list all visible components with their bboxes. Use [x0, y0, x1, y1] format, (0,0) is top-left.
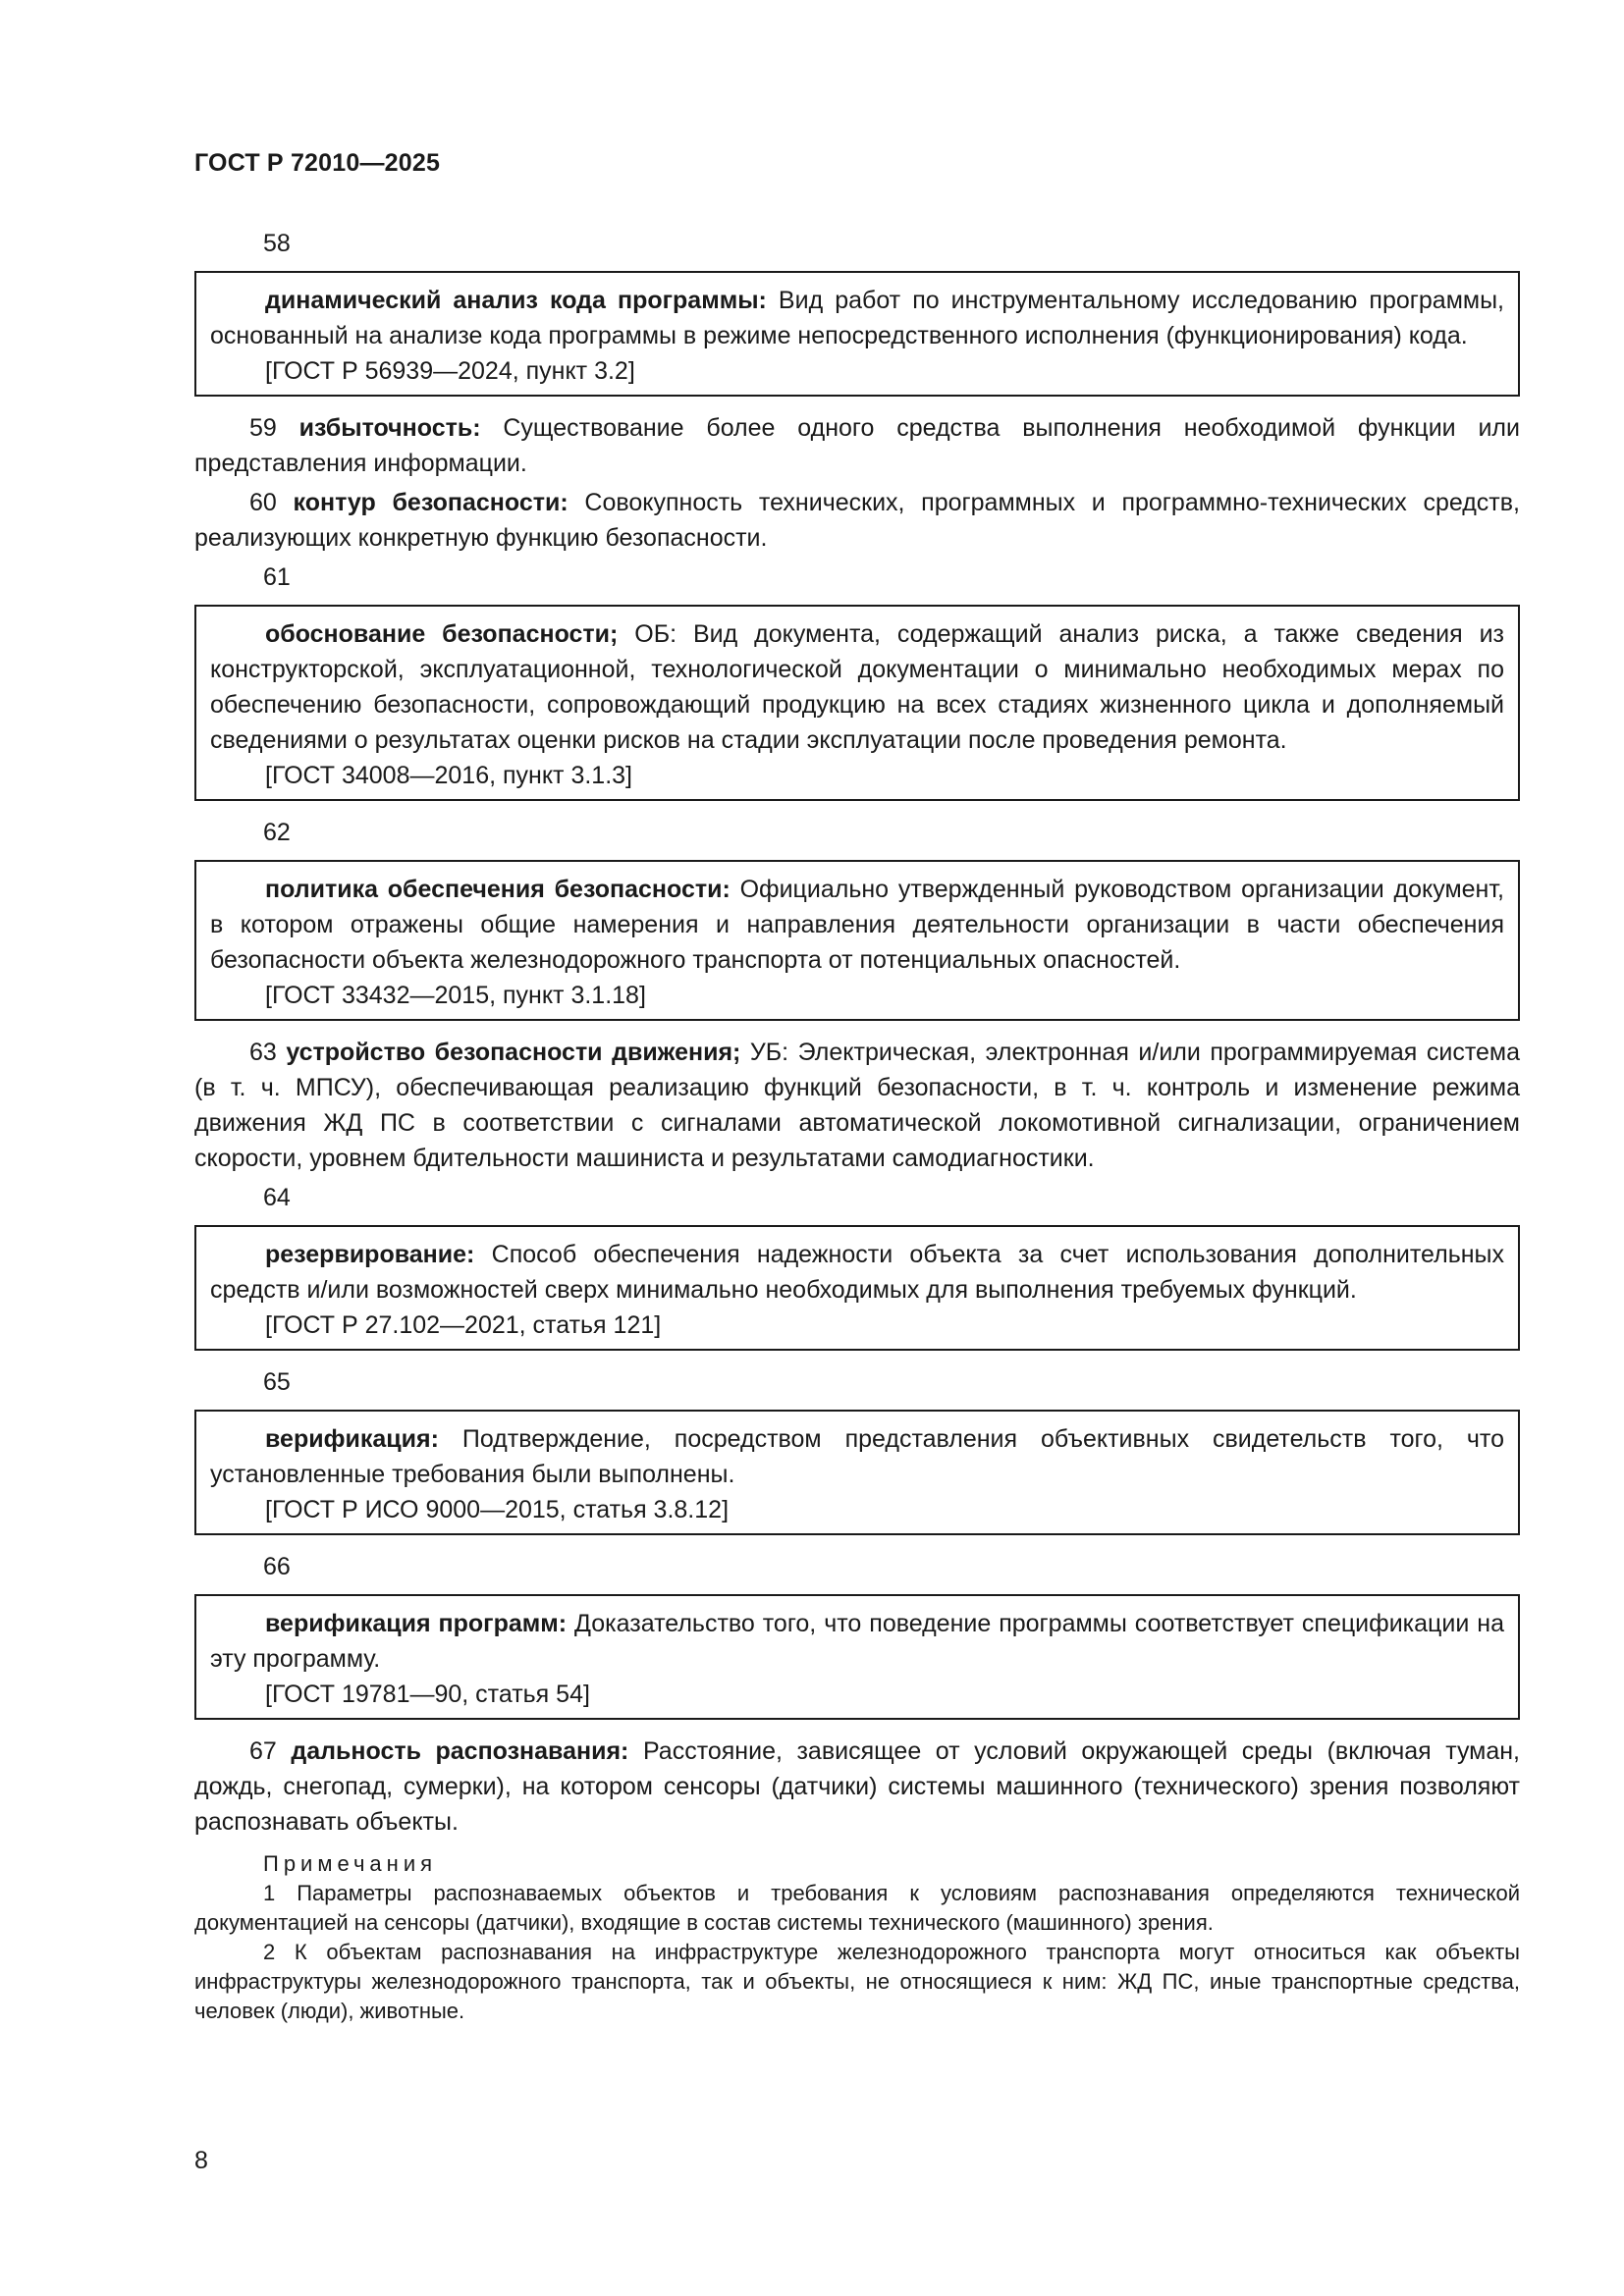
term-paragraph-60	[194, 485, 1520, 556]
term-name: политика обеспечения безопасности:	[265, 876, 731, 903]
term-name: дальность распознавания:	[291, 1737, 629, 1765]
term-text: Совокупность технических, программных и программно-технических средств, реализующих конкретную функцию безопасности.	[194, 489, 1520, 552]
term-reference: [ГОСТ 34008—2016, пункт 3.1.3]	[265, 762, 632, 789]
term-name: верификация программ:	[265, 1610, 568, 1637]
term-reference: [ГОСТ 33432—2015, пункт 3.1.18]	[265, 982, 646, 1009]
notes-title: Примечания	[263, 1851, 438, 1876]
term-number-64: 64	[263, 1184, 291, 1211]
term-number: 60	[249, 489, 294, 516]
terms-content	[194, 226, 1520, 2026]
term-text: УБ: Электрическая, электронная и/или программируемая система (в т. ч. МПСУ), обеспечивающая реализацию функций безопасности, в т. ч. контроль и изменение режима движения ЖД ПС в соответствии с сигналами автоматической локомотивной сигнализации, ограничением скорости, уровнем бдительности машиниста и результатами самодиагностики.	[194, 1039, 1520, 1172]
term-text: Существование более одного средства выполнения необходимой функции или представления информации.	[194, 414, 1520, 477]
term-name: контур безопасности:	[293, 489, 568, 516]
term-reference: [ГОСТ Р 56939—2024, пункт 3.2]	[265, 357, 635, 385]
term-number-58: 58	[263, 230, 291, 257]
notes-section	[194, 1849, 1520, 2026]
term-number-65: 65	[263, 1368, 291, 1396]
term-reference: [ГОСТ Р ИСО 9000—2015, статья 3.8.12]	[265, 1496, 730, 1523]
term-name: резервирование:	[265, 1241, 475, 1268]
term-number-66: 66	[263, 1553, 291, 1580]
page-number: 8	[194, 2147, 208, 2174]
document-header: ГОСТ Р 72010—2025	[194, 149, 441, 177]
term-paragraph-67	[194, 1734, 1520, 1840]
term-box-64	[194, 1225, 1520, 1351]
term-paragraph-59	[194, 410, 1520, 481]
term-definition-61	[210, 616, 1504, 758]
term-name: динамический анализ кода программы:	[265, 287, 767, 314]
term-number: 67	[249, 1737, 292, 1765]
term-reference: [ГОСТ Р 27.102—2021, статья 121]	[265, 1311, 662, 1339]
term-definition-64	[210, 1237, 1504, 1308]
term-text: Способ обеспечения надежности объекта за счет использования дополнительных средств и/или возможностей сверх минимально необходимых для выполнения требуемых функций.	[210, 1241, 1504, 1304]
term-name: избыточность:	[298, 414, 481, 442]
term-name: верификация:	[265, 1425, 439, 1453]
term-reference: [ГОСТ 19781—90, статья 54]	[265, 1681, 590, 1708]
term-text: Расстояние, зависящее от условий окружающей среды (включая туман, дождь, снегопад, сумерки), на котором сенсоры (датчики) системы машинного (технического) зрения позволяют распознавать объекты.	[194, 1737, 1521, 1836]
term-box-61	[194, 605, 1520, 801]
term-name: устройство безопасности движения;	[286, 1039, 741, 1066]
term-definition-66	[210, 1606, 1504, 1677]
note-1: 1 Параметры распознаваемых объектов и требования к условиям распознавания определяются технической документацией на сенсоры (датчики), входящие в состав системы технического (машинного) зрения.	[194, 1881, 1520, 1935]
term-text: ОБ: Вид документа, содержащий анализ риска, а также сведения из конструкторской, эксплуатационной, технологической документации о минимально необходимых мерах по обеспечению безопасности, сопровождающий продукцию на всех стадиях жизненного цикла и дополняемый сведениями о результатах оценки рисков на стадии эксплуатации после проведения ремонта.	[210, 620, 1504, 754]
term-text: Подтверждение, посредством представления объективных свидетельств того, что установленные требования были выполнены.	[210, 1425, 1504, 1488]
term-name: обоснование безопасности;	[265, 620, 619, 648]
term-box-66	[194, 1594, 1520, 1720]
term-definition-62	[210, 872, 1504, 978]
term-number-62: 62	[263, 819, 291, 846]
term-box-58	[194, 271, 1520, 397]
term-number-61: 61	[263, 563, 291, 591]
term-paragraph-63	[194, 1035, 1520, 1176]
term-definition-65	[210, 1421, 1504, 1492]
note-2: 2 К объектам распознавания на инфраструктуре железнодорожного транспорта могут относиться как объекты инфраструктуры железнодорожного транспорта, так и объекты, не относящиеся к ним: ЖД ПС, иные транспортные средства, человек (люди), животные.	[194, 1940, 1520, 2023]
term-box-62	[194, 860, 1520, 1021]
term-box-65	[194, 1410, 1520, 1535]
term-text: Доказательство того, что поведение программы соответствует спецификации на эту программу.	[210, 1610, 1504, 1673]
term-number: 63	[249, 1039, 287, 1066]
term-text: Официально утвержденный руководством организации документ, в котором отражены общие намерения и направления деятельности организации в части обеспечения безопасности объекта железнодорожного транспорта от потенциальных опасностей.	[210, 876, 1504, 974]
term-definition-58	[210, 283, 1504, 353]
term-text: Вид работ по инструментальному исследованию программы, основанный на анализе кода программы в режиме непосредственного исполнения (функционирования) кода.	[210, 287, 1504, 349]
term-number: 59	[249, 414, 299, 442]
